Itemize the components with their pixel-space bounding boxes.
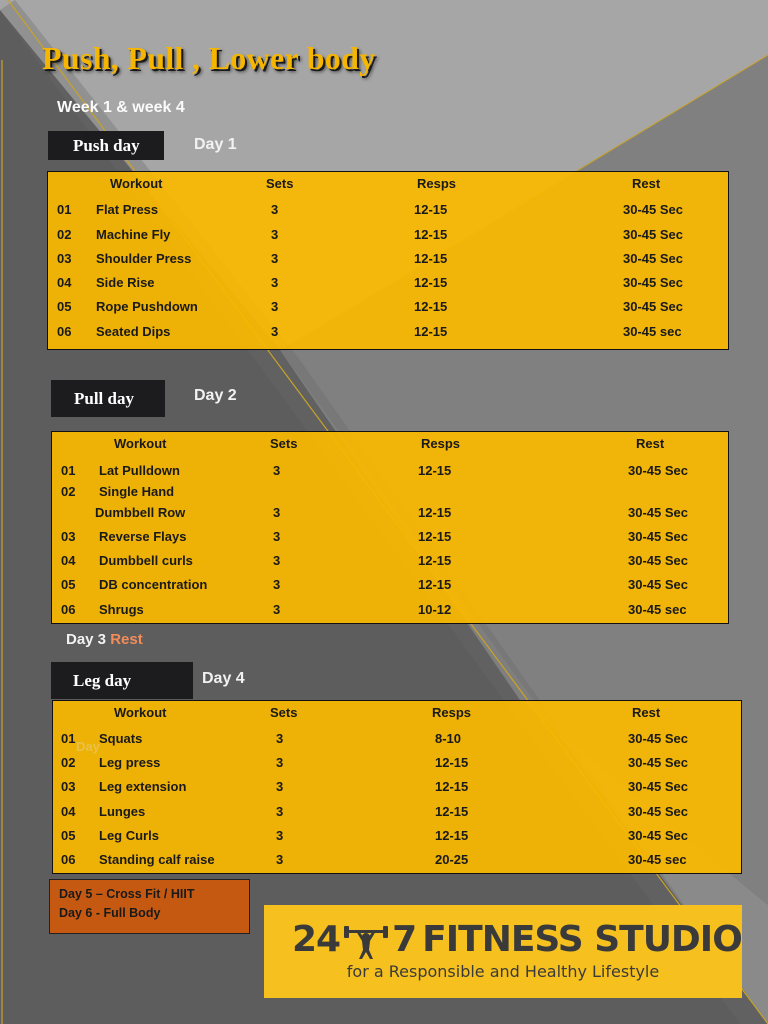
cell-sets: 3 xyxy=(273,553,281,568)
cell-rest: 30-45 Sec xyxy=(628,779,688,794)
cell-workout: Squats xyxy=(99,731,143,746)
header-workout: Workout xyxy=(114,705,167,720)
cell-sets: 3 xyxy=(276,755,284,770)
cell-num: 06 xyxy=(57,324,72,339)
cell-workout: Side Rise xyxy=(96,275,155,290)
cell-rest: 30-45 Sec xyxy=(628,463,688,478)
push-day-label: Push day xyxy=(73,135,140,155)
cell-workout: Leg extension xyxy=(99,779,187,794)
cell-workout: Leg press xyxy=(99,755,161,770)
cell-rest: 30-45 sec xyxy=(623,324,682,339)
cell-reps: 12-15 xyxy=(414,275,448,290)
rest-day-number: Day 3 xyxy=(66,631,107,648)
cell-workout: Shoulder Press xyxy=(96,251,192,266)
cell-rest: 30-45 Sec xyxy=(628,755,688,770)
cell-workout: Lunges xyxy=(99,804,146,819)
cell-sets: 3 xyxy=(276,828,284,843)
cell-workout: Lat Pulldown xyxy=(99,463,180,478)
cell-sets: 3 xyxy=(276,779,284,794)
cell-sets: 3 xyxy=(273,529,281,544)
cell-rest: 30-45 sec xyxy=(628,602,687,617)
cell-reps: 12-15 xyxy=(435,804,469,819)
cell-rest: 30-45 sec xyxy=(628,852,687,867)
logo-text-7: 7 xyxy=(392,919,417,960)
cell-rest: 30-45 Sec xyxy=(623,202,683,217)
weightlifter-icon xyxy=(342,920,390,960)
header-workout: Workout xyxy=(114,436,167,451)
cell-reps: 12-15 xyxy=(418,577,452,592)
cell-num: 01 xyxy=(61,731,76,746)
cell-reps: 12-15 xyxy=(418,529,452,544)
cell-workout: Leg Curls xyxy=(99,828,159,843)
pull-day-tag xyxy=(51,380,165,417)
cell-reps: 12-15 xyxy=(414,251,448,266)
cell-workout: DB concentration xyxy=(99,577,208,592)
leg-day-number: Day 4 xyxy=(202,670,245,687)
cell-reps: 12-15 xyxy=(414,227,448,242)
leg-day-label: Leg day xyxy=(73,670,132,690)
cell-num: 05 xyxy=(61,828,76,843)
cell-sets: 3 xyxy=(271,275,279,290)
rest-day-note xyxy=(66,631,143,648)
header-sets: Sets xyxy=(270,705,298,720)
cell-num: 04 xyxy=(61,553,76,568)
cell-reps: 12-15 xyxy=(435,779,469,794)
cell-workout: Shrugs xyxy=(99,602,144,617)
logo-name: FITNESS STUDIO xyxy=(422,919,742,960)
cell-sets: 3 xyxy=(271,227,279,242)
cell-rest: 30-45 Sec xyxy=(628,529,688,544)
cell-rest: 30-45 Sec xyxy=(628,577,688,592)
cell-num: 05 xyxy=(61,577,76,592)
cell-rest: 30-45 Sec xyxy=(628,828,688,843)
cell-num: 02 xyxy=(61,484,76,499)
cell-sets: 3 xyxy=(271,299,279,314)
cell-sets: 3 xyxy=(273,463,281,478)
faint-day-text: Day xyxy=(76,739,100,754)
leg-day-table xyxy=(52,700,742,874)
push-day-number: Day 1 xyxy=(194,136,237,153)
cell-sets: 3 xyxy=(273,577,281,592)
cell-num: 05 xyxy=(57,299,72,314)
cell-num: 03 xyxy=(61,779,76,794)
page-title: Push, Pull , Lower body xyxy=(42,40,376,76)
cell-sets: 3 xyxy=(271,251,279,266)
cell-sets: 3 xyxy=(273,505,281,520)
pull-day-number: Day 2 xyxy=(194,387,237,404)
cell-workout: Standing calf raise xyxy=(99,852,215,867)
cell-rest: 30-45 Sec xyxy=(623,251,683,266)
logo-wordmark xyxy=(292,919,742,960)
cell-sets: 3 xyxy=(271,324,279,339)
cell-rest: 30-45 Sec xyxy=(628,731,688,746)
header-reps: Resps xyxy=(417,176,457,191)
cell-workout: Rope Pushdown xyxy=(96,299,198,314)
rest-day-label: Rest xyxy=(110,631,143,648)
pull-day-table xyxy=(51,431,729,624)
cell-reps: 12-15 xyxy=(414,202,448,217)
cell-rest: 30-45 Sec xyxy=(623,227,683,242)
cell-rest: 30-45 Sec xyxy=(628,804,688,819)
header-sets: Sets xyxy=(270,436,298,451)
header-sets: Sets xyxy=(266,176,294,191)
logo-text-24: 24 xyxy=(292,919,341,960)
cell-workout: Flat Press xyxy=(96,202,159,217)
cell-reps: 12-15 xyxy=(435,828,469,843)
cell-num: 04 xyxy=(57,275,72,290)
extra-day-6: Day 6 - Full Body xyxy=(59,906,161,920)
cell-reps: 12-15 xyxy=(418,505,452,520)
cell-workout: Single Hand xyxy=(99,484,175,499)
cell-rest: 30-45 Sec xyxy=(623,275,683,290)
cell-reps: 10-12 xyxy=(418,602,452,617)
cell-num: 02 xyxy=(57,227,72,242)
header-reps: Resps xyxy=(421,436,461,451)
header-rest: Rest xyxy=(632,705,661,720)
cell-workout: Reverse Flays xyxy=(99,529,187,544)
extra-days-box xyxy=(49,879,250,934)
pull-day-label: Pull day xyxy=(74,388,134,408)
cell-reps: 12-15 xyxy=(414,299,448,314)
extra-day-5: Day 5 – Cross Fit / HIIT xyxy=(59,887,195,901)
week-label: Week 1 & week 4 xyxy=(57,99,185,116)
cell-num: 03 xyxy=(61,529,76,544)
cell-workout: Dumbbell curls xyxy=(99,553,193,568)
cell-num: 04 xyxy=(61,804,76,819)
cell-workout: Dumbbell Row xyxy=(95,505,186,520)
cell-sets: 3 xyxy=(273,602,281,617)
cell-reps: 12-15 xyxy=(418,463,452,478)
cell-num: 02 xyxy=(61,755,76,770)
cell-reps: 12-15 xyxy=(435,755,469,770)
cell-num: 06 xyxy=(61,602,76,617)
header-reps: Resps xyxy=(432,705,472,720)
cell-reps: 8-10 xyxy=(435,731,462,746)
leg-day-tag xyxy=(51,662,193,699)
cell-num: 06 xyxy=(61,852,76,867)
cell-rest: 30-45 Sec xyxy=(628,553,688,568)
cell-workout: Seated Dips xyxy=(96,324,171,339)
push-day-table xyxy=(47,171,729,350)
cell-num: 01 xyxy=(57,202,72,217)
header-rest: Rest xyxy=(632,176,661,191)
cell-rest: 30-45 Sec xyxy=(623,299,683,314)
cell-reps: 12-15 xyxy=(414,324,448,339)
studio-logo xyxy=(264,905,742,998)
cell-sets: 3 xyxy=(271,202,279,217)
cell-num: 01 xyxy=(61,463,76,478)
header-rest: Rest xyxy=(636,436,665,451)
cell-num: 03 xyxy=(57,251,72,266)
cell-reps: 12-15 xyxy=(418,553,452,568)
push-day-tag xyxy=(48,131,164,160)
header-workout: Workout xyxy=(110,176,163,191)
cell-workout: Machine Fly xyxy=(96,227,171,242)
cell-sets: 3 xyxy=(276,731,284,746)
logo-tagline: for a Responsible and Healthy Lifestyle xyxy=(346,962,660,981)
cell-reps: 20-25 xyxy=(435,852,469,867)
cell-rest: 30-45 Sec xyxy=(628,505,688,520)
cell-sets: 3 xyxy=(276,852,284,867)
cell-sets: 3 xyxy=(276,804,284,819)
